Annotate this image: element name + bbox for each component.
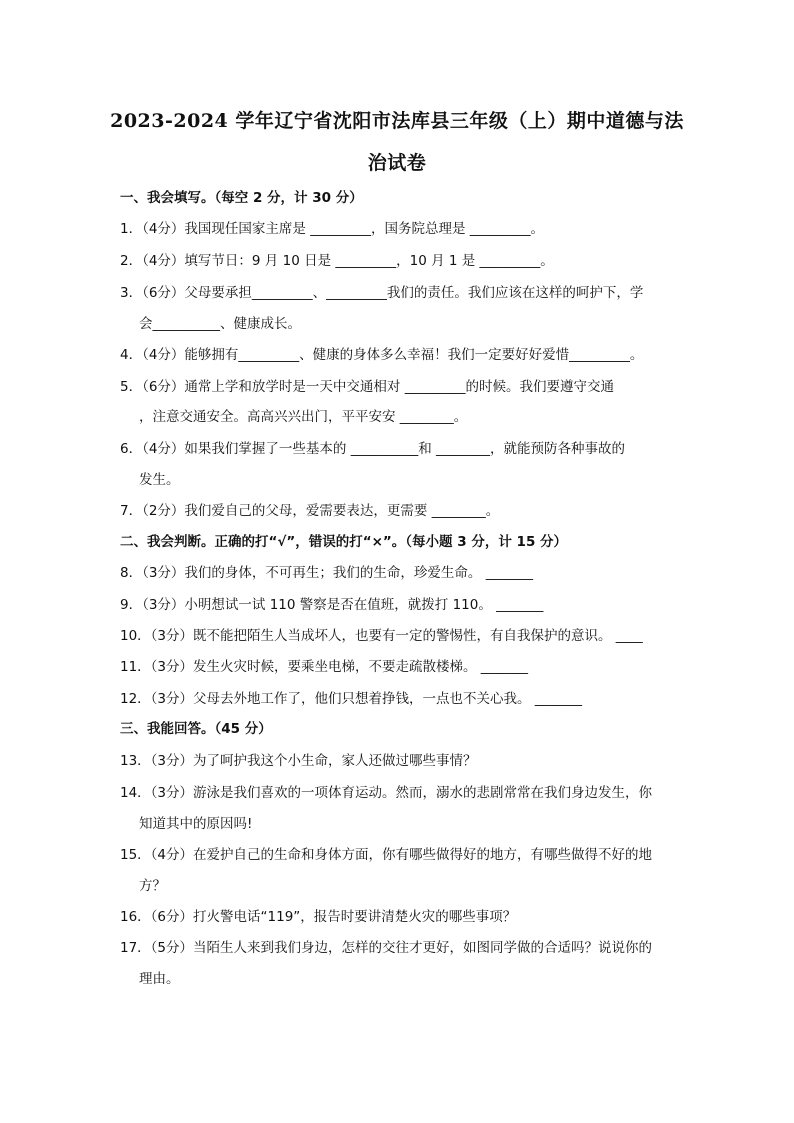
section-heading: 二、我会判断。正确的打“√”，错误的打“×”。（每小题 3 分，计 15 分） [120,534,568,550]
question-15-continued: 方？ [139,878,166,894]
page-title-continued: 治试卷 [367,152,427,174]
question-12: 12．（3分）父母去外地工作了，他们只想着挣钱，一点也不关心我。 _______ [120,691,583,707]
question-3-continued: 会__________、健康成长。 [139,316,301,332]
question-1: 1．（4分）我国现任国家主席是 _________，国务院总理是 _________。 [120,221,545,237]
question-15: 15．（4分）在爱护自己的生命和身体方面，你有哪些做得好的地方，有哪些做得不好的地 [120,847,653,863]
question-16: 16．（6分）打火警电话“119”，报告时要讲清楚火灾的哪些事项？ [120,909,517,925]
question-10: 10．（3分）既不能把陌生人当成坏人，也要有一定的警惕性，有自我保护的意识。 ____ [120,628,643,644]
question-13: 13．（3分）为了呵护我这个小生命，家人还做过哪些事情？ [120,753,477,769]
section-heading: 三、我能回答。（45 分） [120,721,272,737]
question-14-continued: 知道其中的原因吗! [139,816,253,832]
question-6: 6．（4分）如果我们掌握了一些基本的 __________和 ________，就能预防各种事故的 [120,441,626,457]
page-title: 2023-2024 学年辽宁省沈阳市法库县三年级（上）期中道德与法 [110,110,684,132]
question-11: 11．（3分）发生火灾时候，要乘坐电梯，不要走疏散楼梯。 _______ [120,659,529,675]
question-17-continued: 理由。 [139,971,180,987]
question-6-continued: 发生。 [139,472,180,488]
question-5: 5．（6分）通常上学和放学时是一天中交通相对 _________的时候。我们要遵守交通 [120,379,614,395]
question-7: 7．（2分）我们爱自己的父母，爱需要表达，更需要 ________。 [120,503,500,519]
question-5-continued: ，注意交通安全。高高兴兴出门，平平安安 ________。 [139,409,468,425]
question-14: 14．（3分）游泳是我们喜欢的一项体育运动。然而，溺水的悲剧常常在我们身边发生，你 [120,785,653,801]
question-17: 17．（5分）当陌生人来到我们身边，怎样的交往才更好，如图同学做的合适吗？说说你的 [120,940,653,956]
section-heading: 一、我会填写。（每空 2 分，计 30 分） [120,190,363,206]
question-9: 9．（3分）小明想试一试 110 警察是否在值班，就拨打 110。 _______ [120,597,544,613]
question-2: 2．（4分）填写节日：9 月 10 日是 _________，10 月 1 是 _________。 [120,253,554,269]
question-8: 8．（3分）我们的身体，不可再生；我们的生命，珍爱生命。 _______ [120,565,533,581]
question-4: 4．（4分）能够拥有_________、健康的身体多么幸福！我们一定要好好爱惜_________。 [120,347,644,363]
question-3: 3．（6分）父母要承担_________、_________我们的责任。我们应该在这样的呵护下，学 [120,285,644,301]
